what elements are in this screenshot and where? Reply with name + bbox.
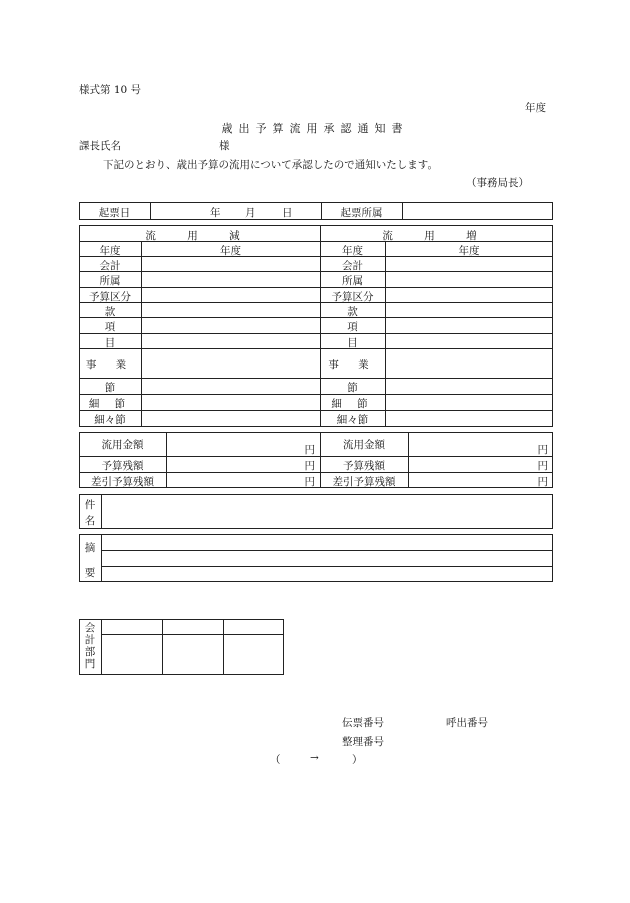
issuer-label: （事務局長） — [466, 177, 529, 189]
dec-row-label: 予算区分 — [89, 291, 131, 303]
amount-row-label: 流用金額 — [101, 439, 144, 451]
increase-title: 流 用 増 — [382, 230, 491, 242]
dec-row-label: 事 業 — [85, 359, 135, 371]
currency-unit: 円 — [537, 460, 548, 472]
accounting-label-char: 計 — [84, 634, 96, 646]
currency-unit: 円 — [537, 444, 548, 456]
currency-unit: 円 — [304, 476, 315, 488]
amount-row-label: 差引予算残額 — [332, 476, 396, 488]
arrow-icon: → — [310, 752, 319, 764]
dec-row-label: 細 節 — [88, 398, 132, 410]
dec-row-label: 所属 — [99, 275, 121, 287]
inc-row-label: 節 — [347, 382, 358, 394]
dec-year-value: 年度 — [220, 245, 241, 257]
summary-label-1: 摘 — [84, 542, 96, 554]
draft-day: 日 — [282, 207, 293, 219]
subject-label-1: 件 — [84, 499, 96, 511]
body-text: 下記のとおり、歳出予算の流用について承認したので通知いたします。 — [103, 159, 438, 171]
inc-row-label: 年度 — [342, 245, 363, 257]
amount-row-label: 予算残額 — [101, 460, 144, 472]
draft-date-label: 起票日 — [98, 207, 131, 219]
currency-unit: 円 — [304, 460, 315, 472]
reference-number-label: 整理番号 — [342, 736, 384, 748]
summary-label-2: 要 — [84, 567, 96, 579]
dec-row-label: 款 — [104, 306, 116, 318]
summary-box — [79, 534, 553, 582]
decrease-title: 流 用 減 — [145, 230, 254, 242]
inc-row-label: 事 業 — [328, 359, 377, 371]
amount-row-label: 差引予算残額 — [91, 476, 154, 488]
inc-row-label: 細 節 — [331, 398, 374, 410]
currency-unit: 円 — [304, 444, 315, 456]
inc-row-label: 会計 — [342, 260, 363, 272]
inc-row-label: 目 — [347, 337, 358, 349]
draft-year: 年 — [210, 207, 221, 219]
inc-year-value: 年度 — [458, 245, 480, 257]
close-paren: ） — [352, 754, 363, 766]
draft-dept-label: 起票所属 — [340, 207, 383, 219]
accounting-label-char: 部 — [84, 646, 96, 658]
inc-row-label: 所属 — [342, 275, 363, 287]
inc-row-label: 款 — [347, 306, 358, 318]
accounting-label-char: 門 — [84, 658, 96, 670]
fiscal-year-label: 年度 — [525, 102, 546, 114]
dec-row-label: 年度 — [99, 245, 121, 257]
amount-row-label: 流用金額 — [343, 439, 385, 451]
form-number: 様式第 10 号 — [79, 84, 142, 96]
open-paren: （ — [270, 754, 281, 766]
dec-row-label: 節 — [104, 382, 116, 394]
draft-month: 月 — [245, 207, 256, 219]
page-title: 歳出予算流用承認通知書 — [221, 122, 409, 135]
subject-box — [79, 494, 553, 529]
inc-row-label: 項 — [347, 321, 358, 333]
dec-row-label: 目 — [104, 337, 116, 349]
inc-row-label: 細々節 — [336, 414, 369, 426]
dec-row-label: 会計 — [99, 260, 121, 272]
accounting-box — [79, 619, 284, 675]
subject-label-2: 名 — [84, 515, 96, 527]
recipient-label: 課長氏名 — [79, 140, 121, 152]
honorific: 様 — [219, 140, 230, 152]
accounting-label-char: 会 — [84, 622, 96, 634]
voucher-number-label: 伝票番号 — [342, 717, 384, 729]
call-number-label: 呼出番号 — [446, 717, 488, 729]
currency-unit: 円 — [537, 476, 548, 488]
dec-row-label: 細々節 — [94, 414, 126, 426]
dec-row-label: 項 — [104, 321, 116, 333]
amount-row-label: 予算残額 — [343, 460, 385, 472]
inc-row-label: 予算区分 — [331, 291, 374, 303]
